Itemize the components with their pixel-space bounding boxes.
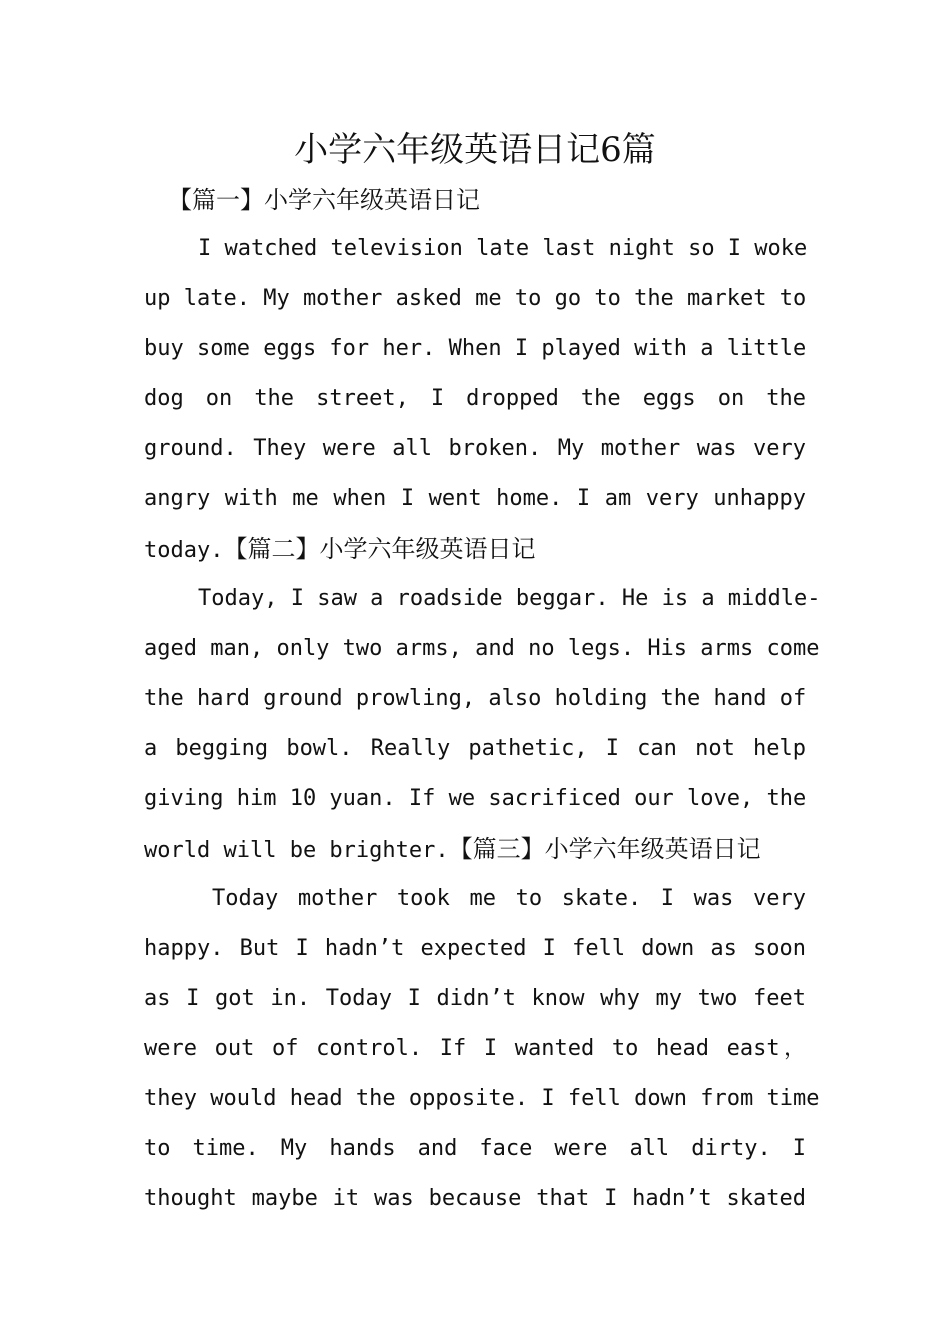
section-heading-1: 【篇一】小学六年级英语日记 <box>168 186 480 214</box>
paragraph-line: thought maybe it was because that I hadn’t skated <box>144 1186 806 1211</box>
paragraph-line: I watched television late last night so I woke <box>198 236 808 261</box>
paragraph-line: angry with me when I went home. I am very unhappy <box>144 486 806 511</box>
paragraph-line: ground. They were all broken. My mother was very <box>144 436 806 461</box>
section-heading-2: 【篇二】小学六年级英语日记 <box>223 535 536 563</box>
paragraph-line: as I got in. Today I didn’t know why my two feet <box>144 986 806 1011</box>
section-heading-3: 【篇三】小学六年级英语日记 <box>448 835 761 863</box>
paragraph-line: happy. But I hadn’t expected I fell down as soon <box>144 936 806 961</box>
paragraph-line: they would head the opposite. I fell down from time <box>144 1086 820 1111</box>
paragraph-line: the hard ground prowling, also holding the hand of <box>144 686 807 711</box>
paragraph-text: world will be brighter. <box>144 838 449 863</box>
paragraph-line: a begging bowl. Really pathetic, I can not help <box>144 736 806 761</box>
paragraph-line-with-heading <box>144 524 806 574</box>
document-title: 小学六年级英语日记6篇 <box>294 130 656 170</box>
paragraph-line: were out of control. If I wanted to head east， <box>144 1036 806 1061</box>
paragraph-line: Today, I saw a roadside beggar. He is a middle- <box>198 586 821 611</box>
paragraph-line: up late. My mother asked me to go to the market to <box>144 286 807 311</box>
paragraph-line-with-heading <box>144 824 806 874</box>
paragraph-line: buy some eggs for her. When I played with a little <box>144 336 807 361</box>
paragraph-line: Today mother took me to skate. I was very <box>212 886 806 911</box>
paragraph-line: giving him 10 yuan. If we sacrificed our love, the <box>144 786 807 811</box>
paragraph-line: dog on the street, I dropped the eggs on the <box>144 386 806 411</box>
paragraph-line: aged man, only two arms, and no legs. His arms come <box>144 636 820 661</box>
paragraph-line: to time. My hands and face were all dirty. I <box>144 1136 806 1161</box>
paragraph-text: today. <box>144 538 224 563</box>
